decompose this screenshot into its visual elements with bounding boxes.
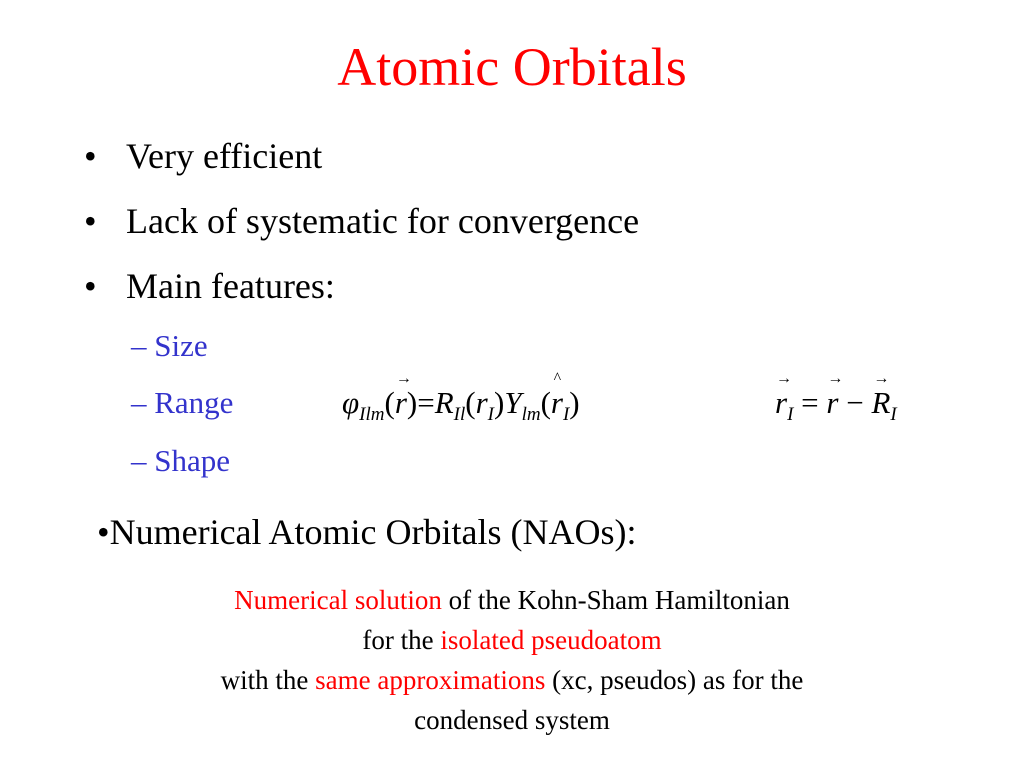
bullet-item bbox=[84, 201, 639, 241]
radial-R: R bbox=[434, 385, 454, 420]
subbullet-dash: – bbox=[131, 443, 147, 478]
subbullet-dash: – bbox=[131, 385, 147, 420]
hat-accent: ^ bbox=[553, 370, 562, 387]
orbital-formula bbox=[342, 370, 580, 433]
highlight-text: same approximations bbox=[315, 665, 546, 695]
bullet-text: Main features: bbox=[126, 266, 335, 306]
bullet-dot: • bbox=[84, 266, 97, 306]
radial-r-subscript: I bbox=[487, 404, 494, 425]
vector-arrow-accent: → bbox=[776, 370, 792, 387]
bullet-item bbox=[84, 266, 335, 306]
phi-symbol: φ bbox=[342, 385, 360, 420]
vector-r2: → r bbox=[826, 370, 844, 420]
position-formula bbox=[775, 370, 897, 433]
formula-equals: = bbox=[417, 385, 435, 420]
formula-paren: ( bbox=[465, 385, 476, 420]
subbullet-item bbox=[131, 328, 208, 364]
description-line: Numerical solution of the Kohn-Sham Hamiltonian bbox=[234, 585, 790, 615]
highlight-text: isolated pseudoatom bbox=[440, 625, 662, 655]
bullet-text: Very efficient bbox=[126, 136, 323, 176]
vector-arrow-accent: → bbox=[827, 370, 844, 387]
subbullet-text: Range bbox=[154, 385, 234, 420]
highlight-text: Numerical solution bbox=[234, 585, 442, 615]
bullet-text: Lack of systematic for convergence bbox=[126, 201, 640, 241]
slide-title: Atomic Orbitals bbox=[337, 37, 687, 97]
harmonic-Y: Y bbox=[504, 385, 522, 420]
naos-description bbox=[0, 580, 1024, 740]
vector-rI: → r bbox=[775, 370, 792, 420]
subbullet-text: Shape bbox=[154, 443, 231, 478]
subbullet-text: Size bbox=[154, 328, 208, 363]
radial-r: r bbox=[475, 385, 488, 420]
phi-subscript: Ilm bbox=[359, 404, 385, 425]
subbullet-dash: – bbox=[131, 328, 147, 363]
rI-subscript: I bbox=[787, 404, 794, 425]
description-line: condensed system bbox=[414, 705, 610, 735]
subbullet-item bbox=[131, 385, 233, 421]
vector-RI: → R bbox=[871, 370, 891, 420]
radial-subscript: Il bbox=[453, 404, 466, 425]
description-line: for the isolated pseudoatom bbox=[362, 625, 662, 655]
bullet-dot: • bbox=[84, 136, 97, 176]
formula-paren: ( bbox=[384, 385, 395, 420]
naos-heading: •Numerical Atomic Orbitals (NAOs): bbox=[97, 512, 637, 552]
vector-r: → r bbox=[394, 370, 412, 420]
subbullet-item bbox=[131, 443, 230, 479]
formula-paren: ) bbox=[493, 385, 505, 420]
bullet-item bbox=[84, 136, 322, 176]
vector-arrow-accent: → bbox=[395, 370, 412, 387]
bullet-dot: • bbox=[84, 201, 97, 241]
RI-subscript: I bbox=[890, 404, 897, 425]
formula-paren: ) bbox=[569, 385, 580, 420]
unit-vector-r: ^ r bbox=[550, 370, 563, 420]
formula-paren: ) bbox=[406, 385, 418, 420]
harmonic-subscript: lm bbox=[521, 404, 541, 425]
description-line: with the same approximations (xc, pseudos) as for the bbox=[220, 665, 804, 695]
formula-paren: ( bbox=[540, 385, 551, 420]
unit-vector-subscript: I bbox=[562, 404, 570, 425]
vector-arrow-accent: → bbox=[873, 370, 890, 387]
formula-equals: = bbox=[801, 385, 819, 420]
formula-minus: − bbox=[846, 385, 864, 420]
